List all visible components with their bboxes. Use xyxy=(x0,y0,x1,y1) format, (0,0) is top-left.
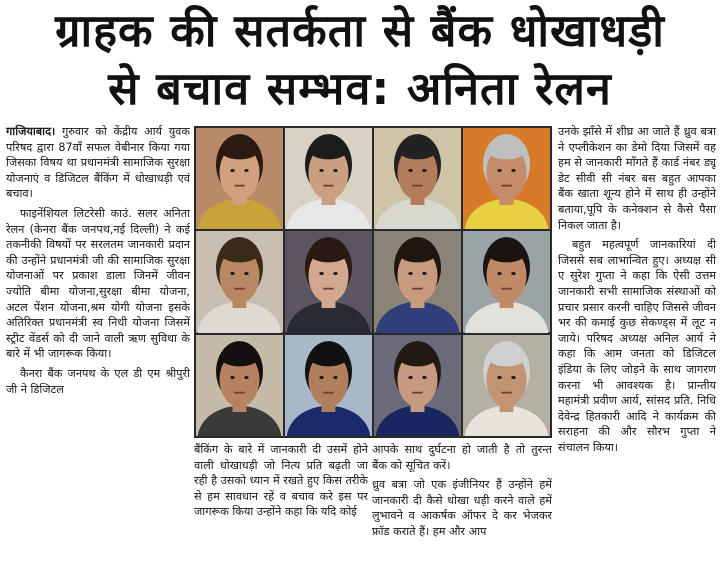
participant-tile xyxy=(374,128,461,229)
dateline: गाजियाबाद। xyxy=(6,125,56,138)
participant-tile xyxy=(285,335,372,436)
headline-line-1: ग्राहक की सतर्कता से बैंक धोखाधड़ी xyxy=(55,4,665,57)
webinar-photo xyxy=(194,126,552,438)
article-paragraph: आपके साथ दुर्घटना हो जाती है तो तुरन्त बैंक को सूचित करें। xyxy=(372,443,552,472)
article-paragraph: बहुत महत्वपूर्ण जानकारियां दी जिससे सब लाभान्वित हुए। अध्यक्ष सी ए सुरेश गुप्ता ने कहा कि ऐसी उत्तम जानकारी सभी सामाजिक संस्थाओं को प्रचार प्रसार करनी चाहिए जिससे जीवन भर की कमाई कुछ सेकण्ड्स में लूट न जाये। परिषद अध्यक्ष अनिल आर्य ने कहा कि आम जनता को डिजिटल इंडिया के लिए जोड़ने के साथ जागरण करना भी आवश्यक है। प्रान्तीय महामंत्री प्रवीण आर्य, सांसद प्रति. निधि देवेन्द्र हितकारी आदि ने कार्यक्रम की सराहना की और सौरभ गुप्ता ने संचालन किया। xyxy=(558,238,716,454)
participant-portrait xyxy=(285,128,372,229)
participant-portrait xyxy=(374,128,461,229)
article-column-mid-1 xyxy=(194,442,368,586)
article-column-mid-2 xyxy=(372,442,552,586)
participant-tile xyxy=(463,128,550,229)
article-column-left xyxy=(6,124,190,584)
participant-portrait xyxy=(285,231,372,332)
participant-tile xyxy=(463,231,550,332)
article-paragraph: उनके झाँसे में शीघ्र आ जाते हैं ध्रुव बत्रा ने एप्लीकेशन का डेमो दिया जिसमें वह हम से जानकारी माँगते हैं कार्ड नंबर ड्यू डेट सीवी सी नंबर बस बहुत आपका बैंक खाता शून्य होने में साथ ही उन्होंने बताया,पूपि के कनेक्शन से कैसे पैसा निकल जाता है। xyxy=(558,125,716,232)
participant-tile xyxy=(285,128,372,229)
participant-portrait xyxy=(374,335,461,436)
article-paragraph: बैंकिंग के बारे में जानकारी दी उसमें होने वाली धोखाधड़ी जो नित्य प्रति बढ़ती जा रही है उसको ध्यान में रखते हुए किस तरीके से हम सावधान रहें व बचाव करे इस पर जागरूक किया उन्होंने कहा कि यदि कोई xyxy=(194,443,368,519)
participant-portrait xyxy=(196,335,283,436)
participant-tile xyxy=(285,231,372,332)
participant-portrait xyxy=(463,335,550,436)
article-paragraph: ध्रुव बत्रा जो एक इंजीनियर हैं उन्होंने हमें जानकारी दी कैसे धोखा धड़ी करने वाले हमें लुभावने व आकर्षक ऑफर दे कर भेजकर फ्रॉड कराते हैं। हम और आप xyxy=(372,478,552,538)
headline xyxy=(0,0,720,122)
headline-line-2: से बचाव सम्भव: अनिता रेलन xyxy=(108,62,612,115)
participant-tile xyxy=(374,335,461,436)
article-column-right xyxy=(558,124,716,584)
article-paragraph xyxy=(6,124,190,202)
participant-portrait xyxy=(463,128,550,229)
participant-portrait xyxy=(196,128,283,229)
article-paragraph: फाइनेंशियल लिटरेसी काउं. सलर अनिता रेलन (केनरा बैंक जनपथ,नई दिल्ली) ने कई तकनीकी विषयों पर सरलतम जानकारी प्रदान की उन्होंने प्रधानमंत्री जी की सामाजिक सुरक्षा योजनाओं पर प्रकाश डाला जिनमें जीवन ज्योति बीमा योजना,सुरक्षा बीमा योजना, अटल पेंशन योजना,श्रम योगी योजना इसके अतिरिक्त प्रधानमंत्री स्व निधी योजना जिसमें स्ट्रीट वेंडर्स को दी जाने वाली ऋण सुविधा के बारे में भी जागरूक किया। xyxy=(6,206,190,361)
participant-portrait xyxy=(374,231,461,332)
participant-portrait xyxy=(463,231,550,332)
participant-tile xyxy=(374,231,461,332)
participant-tile xyxy=(196,335,283,436)
article-paragraph: कैनरा बैंक जनपथ के एल डी एम श्रीपुरी जी ने डिजिटल xyxy=(6,366,190,396)
paragraph-text: गुरुवार को केंद्रीय आर्य युवक परिषद द्वारा 87वाँ सफल वेबीनार किया गया जिसका विषय था प्रधानमंत्री सामाजिक सुरक्षा योजनाएं व डिजिटल बैंकिंग में धोखाधड़ी एवं बचाव। xyxy=(6,125,190,201)
participant-tile xyxy=(463,335,550,436)
participant-portrait xyxy=(196,231,283,332)
participant-portrait xyxy=(285,335,372,436)
participant-tile xyxy=(196,231,283,332)
participant-tile xyxy=(196,128,283,229)
